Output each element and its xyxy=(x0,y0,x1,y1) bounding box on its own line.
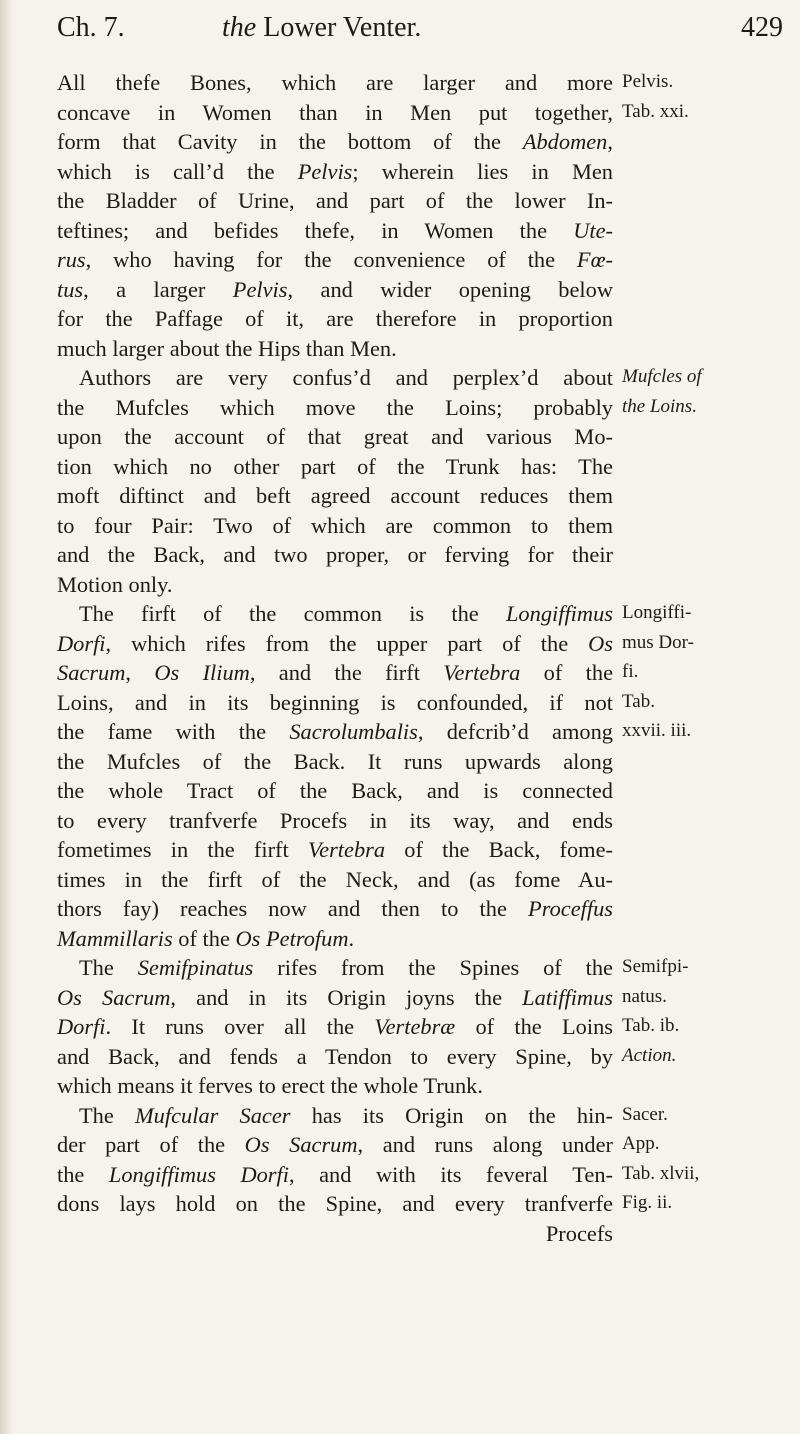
text-run: Procefs xyxy=(545,1220,613,1246)
text-line xyxy=(57,245,613,275)
margin-note: the Loins. xyxy=(622,395,697,417)
text-run: tion which no other part of the Trunk has: The xyxy=(57,453,613,479)
text-line xyxy=(57,688,613,718)
margin-note: Longiffi- xyxy=(622,602,692,623)
text-run: concave in Women than in Men put together, xyxy=(57,99,613,125)
text-run: , xyxy=(607,129,613,154)
text-line xyxy=(57,894,613,924)
text-line xyxy=(57,570,613,600)
text-line xyxy=(57,334,613,364)
text-run: to four Pair: Two of which are common to them xyxy=(57,512,613,538)
text-line xyxy=(57,806,613,836)
text-run: and Back, and fends a Tendon to every Spine, by xyxy=(57,1043,613,1069)
text-line xyxy=(57,127,613,157)
text-run: times in the firft of the Neck, and (as fome Au- xyxy=(57,866,613,892)
text-run: Loins, and in its beginning is confounded, if not xyxy=(57,689,613,715)
italic-run: Vertebra xyxy=(443,660,521,685)
text-line xyxy=(57,186,613,216)
italic-run: Pelvis xyxy=(297,158,353,184)
text-run: the xyxy=(57,1161,109,1187)
text-run: , a larger xyxy=(83,276,233,302)
text-line xyxy=(57,304,613,334)
text-run: . It runs over all the xyxy=(105,1014,375,1039)
text-run: , xyxy=(125,660,155,685)
page-number: 429 xyxy=(741,12,783,43)
italic-run: Vertebræ xyxy=(374,1014,456,1039)
text-run: , and in its Origin joyns the xyxy=(170,984,523,1010)
margin-note: xxvii. iii. xyxy=(622,720,692,741)
italic-run: tus xyxy=(57,276,84,302)
text-line xyxy=(57,216,613,246)
text-run: has its Origin on the hin- xyxy=(290,1102,613,1128)
text-run: , which rifes from the upper part of the xyxy=(105,630,589,656)
text-run: of the xyxy=(520,660,614,685)
margin-note: Sacer. xyxy=(622,1103,668,1125)
italic-run: Os Ilium xyxy=(154,660,250,685)
text-run: the whole Tract of the Back, and is connected xyxy=(57,778,613,803)
italic-run: Fœ- xyxy=(576,247,613,272)
text-run: , who having for the convenience of the xyxy=(85,247,577,272)
margin-note: Tab. ib. xyxy=(622,1015,680,1036)
text-run: der part of the xyxy=(57,1132,245,1157)
margin-note: natus. xyxy=(622,985,667,1007)
text-run: form that Cavity in the bottom of the xyxy=(57,129,523,154)
text-run: ; wherein lies in Men xyxy=(352,158,613,184)
text-run: , and the firft xyxy=(249,660,444,685)
text-run: the Mufcles which move the Loins; probably xyxy=(57,394,613,420)
text-line xyxy=(57,1071,613,1101)
margin-note: Tab. xyxy=(622,690,655,712)
margin-note: Tab. xxi. xyxy=(622,100,689,122)
text-run: The firft of the common is the xyxy=(79,601,506,626)
text-line xyxy=(57,1219,613,1249)
italic-run: Os Sacrum xyxy=(244,1132,358,1157)
text-run: the fame with the xyxy=(57,719,290,744)
text-run: for the Paffage of it, are therefore in proportion xyxy=(57,306,613,331)
text-line xyxy=(57,1189,613,1219)
text-line xyxy=(57,540,613,570)
text-run: , and runs along under xyxy=(357,1132,614,1157)
margin-note: App. xyxy=(622,1133,660,1154)
italic-run: Dorfi xyxy=(57,630,106,656)
text-run: and the Back, and two proper, or ferving for their xyxy=(57,542,613,567)
margin-note: Pelvis. xyxy=(622,71,674,92)
text-line xyxy=(57,275,613,305)
italic-run: Mammillaris xyxy=(57,925,173,951)
text-run: Authors are very confus’d and perplex’d about xyxy=(79,365,613,390)
text-run: . xyxy=(348,925,355,951)
text-line xyxy=(57,599,613,629)
text-line xyxy=(57,747,613,777)
text-run: teftines; and befides thefe, in Women the xyxy=(57,217,574,243)
text-line xyxy=(57,1101,613,1131)
text-line xyxy=(57,68,613,98)
text-run: dons lays hold on the Spine, and every tranfverfe xyxy=(57,1191,613,1216)
text-line xyxy=(57,1042,613,1072)
text-run: which is call’d the xyxy=(57,158,298,184)
text-line xyxy=(57,1130,613,1160)
text-run: Motion only. xyxy=(57,571,173,597)
running-title: the Lower Venter. xyxy=(222,12,422,43)
text-run: the Bladder of Urine, and part of the lower In- xyxy=(57,188,613,213)
body-text xyxy=(57,68,613,1248)
text-line xyxy=(57,835,613,865)
italic-run: Longiffimus xyxy=(505,601,613,626)
text-line xyxy=(57,776,613,806)
italic-run: Dorfi xyxy=(57,1014,106,1039)
text-line xyxy=(57,98,613,128)
italic-run: Vertebra xyxy=(307,837,386,862)
text-run: All thefe Bones, which are larger and more xyxy=(57,70,613,95)
text-line xyxy=(57,481,613,511)
text-line xyxy=(57,924,613,954)
text-line xyxy=(57,363,613,393)
margin-note: mus Dor- xyxy=(622,631,694,653)
text-line xyxy=(57,157,613,187)
text-line xyxy=(57,658,613,688)
text-run: moft diftinct and beft agreed account reduces them xyxy=(57,483,613,508)
text-line xyxy=(57,629,613,659)
text-run: of the Loins xyxy=(455,1014,613,1039)
text-line xyxy=(57,511,613,541)
italic-run: Ute- xyxy=(573,217,613,243)
text-line xyxy=(57,953,613,983)
margin-note: Fig. ii. xyxy=(622,1192,673,1213)
text-run: the Mufcles of the Back. It runs upwards along xyxy=(57,748,613,774)
margin-note: Tab. xlvii, xyxy=(622,1162,700,1184)
text-line xyxy=(57,1012,613,1042)
text-line xyxy=(57,865,613,895)
margin-note: Action. xyxy=(622,1044,677,1066)
binding-edge xyxy=(0,0,14,1434)
text-run: of the Back, fome- xyxy=(385,837,613,862)
italic-run: rus xyxy=(57,247,86,272)
text-run: , defcrib’d among xyxy=(417,719,613,744)
italic-run: Latiffimus xyxy=(522,984,613,1010)
text-run: much larger about the Hips than Men. xyxy=(57,335,397,361)
text-run: to every tranfverfe Procefs in its way, and ends xyxy=(57,807,613,833)
text-run: thors fay) reaches now and then to the xyxy=(57,896,529,921)
text-run: The xyxy=(79,1102,136,1128)
italic-run: Pelvis xyxy=(232,276,288,302)
italic-run: Sacrum xyxy=(57,660,126,685)
text-run: The xyxy=(79,955,138,980)
italic-run: Longiffimus Dorfi xyxy=(108,1161,289,1187)
text-run: , and wider opening below xyxy=(287,276,613,302)
italic-run: Os Petrofum xyxy=(235,925,349,951)
text-line xyxy=(57,717,613,747)
text-run: , and with its feveral Ten- xyxy=(288,1161,613,1187)
text-run: of the xyxy=(172,925,236,951)
text-line xyxy=(57,393,613,423)
italic-run: Mufcular Sacer xyxy=(135,1102,291,1128)
italic-run: Abdomen xyxy=(522,129,608,154)
text-run: rifes from the Spines of the xyxy=(253,955,613,980)
text-line xyxy=(57,983,613,1013)
italic-run: Os Sacrum xyxy=(57,984,171,1010)
italic-run: Proceffus xyxy=(528,896,613,921)
italic-run: Sacrolumbalis xyxy=(289,719,418,744)
italic-run: Os xyxy=(588,630,613,656)
text-line xyxy=(57,452,613,482)
text-run: upon the account of that great and various Mo- xyxy=(57,424,613,449)
text-line xyxy=(57,422,613,452)
margin-note: Mufcles of xyxy=(622,366,702,387)
margin-note: Semifpi- xyxy=(622,956,689,977)
margin-note: fi. xyxy=(622,661,639,682)
chapter-number: Ch. 7. xyxy=(57,12,125,43)
text-run: which means it ferves to erect the whole Trunk. xyxy=(57,1073,483,1098)
text-line xyxy=(57,1160,613,1190)
text-run: fometimes in the firft xyxy=(57,837,308,862)
italic-run: Semifpinatus xyxy=(137,955,254,980)
running-head xyxy=(57,12,783,52)
